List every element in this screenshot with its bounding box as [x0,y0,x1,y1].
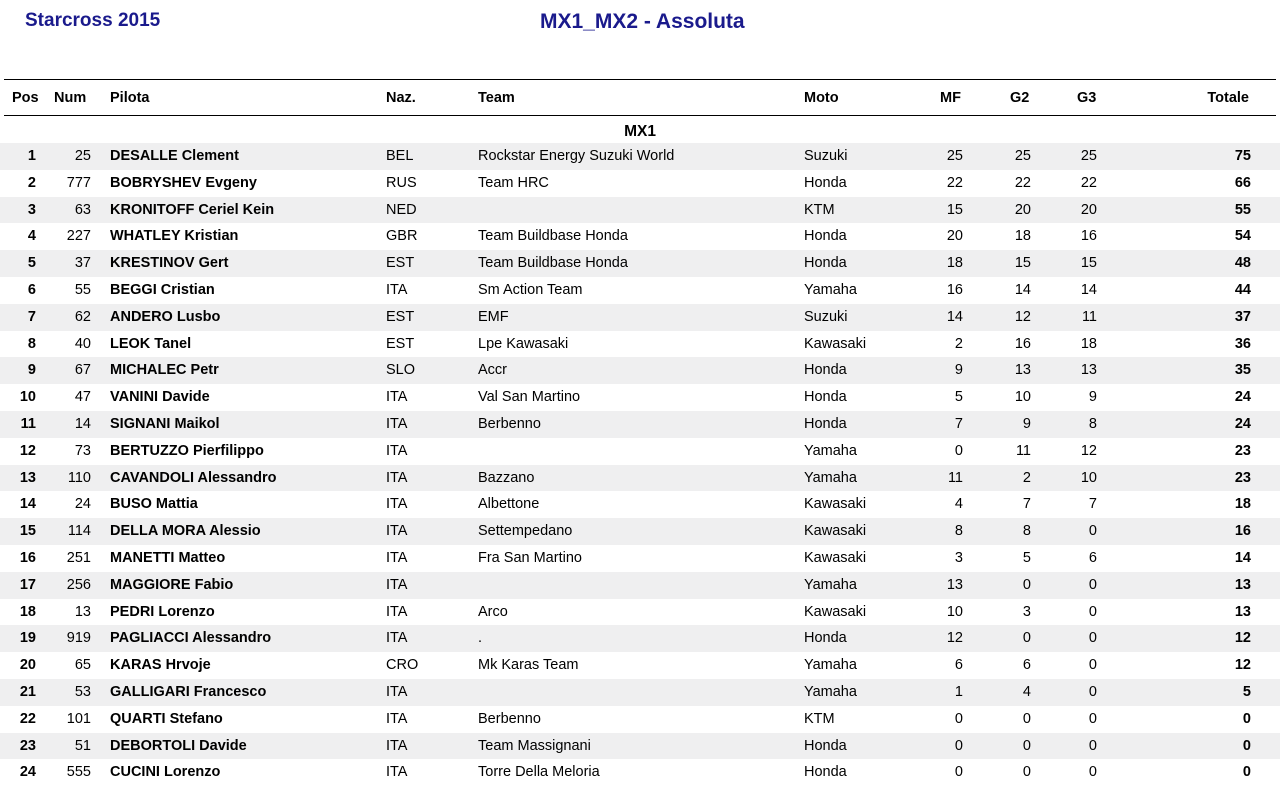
cell-moto: Honda [804,764,847,781]
cell-pos: 18 [19,603,36,620]
cell-mf: 18 [946,255,963,272]
header-pos: Pos [12,90,39,106]
header-totale: Totale [1207,90,1249,106]
cell-g2: 7 [1022,496,1031,513]
cell-team: Mk Karas Team [478,657,579,674]
table-row [0,438,1280,465]
cell-mf: 16 [946,281,963,298]
cell-totale: 14 [1234,549,1251,566]
cell-pos: 8 [27,335,36,352]
cell-g3: 8 [1088,415,1097,432]
cell-pilota: BERTUZZO Pierfilippo [110,442,264,459]
cell-num: 555 [66,764,91,781]
cell-naz: ITA [386,630,408,647]
cell-naz: ITA [386,737,408,754]
cell-mf: 20 [946,228,963,245]
cell-g3: 13 [1080,362,1097,379]
cell-team: Team Massignani [478,737,591,754]
cell-pilota: MAGGIORE Fabio [110,576,234,593]
cell-moto: Suzuki [804,148,848,164]
cell-num: 227 [66,228,91,245]
cell-pilota: KRESTINOV Gert [110,255,229,272]
table-row [0,250,1280,277]
cell-num: 101 [66,710,91,727]
cell-moto: Kawasaki [804,335,867,352]
cell-team: Accr [478,362,507,379]
cell-num: 24 [74,496,91,513]
cell-pos: 7 [27,308,36,325]
cell-mf: 6 [954,657,963,674]
cell-pos: 21 [19,683,36,700]
cell-team: Settempedano [478,523,573,540]
cell-g3: 0 [1088,657,1097,674]
cell-pilota: MICHALEC Petr [110,362,219,379]
cell-pos: 16 [19,549,36,566]
cell-num: 67 [74,362,91,379]
cell-naz: CRO [386,657,419,674]
cell-pos: 13 [19,469,36,486]
cell-g2: 20 [1014,201,1031,218]
cell-g3: 0 [1088,523,1097,540]
cell-pilota: DESALLE Clement [110,148,239,164]
cell-naz: ITA [386,603,408,620]
cell-g2: 10 [1014,389,1031,406]
cell-naz: BEL [386,148,414,164]
cell-mf: 1 [954,683,963,700]
cell-totale: 18 [1234,496,1251,513]
table-row [0,143,1280,170]
cell-num: 251 [66,549,91,566]
cell-moto: Yamaha [804,469,857,486]
cell-g2: 25 [1014,148,1031,164]
cell-totale: 23 [1234,442,1251,459]
cell-pilota: QUARTI Stefano [110,710,223,727]
table-row [0,357,1280,384]
cell-naz: GBR [386,228,418,245]
cell-pilota: ANDERO Lusbo [110,308,221,325]
cell-moto: Kawasaki [804,496,867,513]
cell-mf: 8 [954,523,963,540]
cell-team: Team HRC [478,174,549,191]
cell-naz: ITA [386,496,408,513]
cell-totale: 16 [1234,523,1251,540]
cell-num: 777 [66,174,91,191]
cell-g2: 3 [1022,603,1031,620]
cell-g3: 0 [1088,710,1097,727]
cell-pos: 4 [27,228,36,245]
cell-team: . [478,630,483,647]
cell-pilota: KARAS Hrvoje [110,657,211,674]
cell-naz: ITA [386,764,408,781]
cell-pilota: GALLIGARI Francesco [110,683,267,700]
cell-pilota: DELLA MORA Alessio [110,523,261,540]
header-team: Team [478,90,515,106]
cell-pos: 14 [19,496,36,513]
table-row [0,465,1280,492]
cell-g2: 0 [1022,630,1031,647]
table-row [0,759,1280,786]
cell-mf: 25 [946,148,963,164]
cell-naz: ITA [386,442,408,459]
header-mf: MF [940,90,961,106]
cell-mf: 0 [954,764,963,781]
cell-naz: EST [386,308,415,325]
table-row [0,277,1280,304]
header-g3: G3 [1077,90,1097,106]
header-moto: Moto [804,90,839,106]
cell-g2: 5 [1022,549,1031,566]
cell-team: Arco [478,603,508,620]
cell-pos: 12 [19,442,36,459]
table-row [0,706,1280,733]
cell-team: Torre Della Meloria [478,764,600,781]
cell-g2: 16 [1014,335,1031,352]
section-title: MX1 [624,123,656,140]
cell-g3: 0 [1088,603,1097,620]
cell-num: 65 [74,657,91,674]
cell-num: 37 [74,255,91,272]
cell-mf: 10 [946,603,963,620]
cell-pos: 9 [27,362,36,379]
cell-mf: 15 [946,201,963,218]
cell-naz: NED [386,201,417,218]
cell-g2: 2 [1022,469,1031,486]
cell-moto: Suzuki [804,308,848,325]
cell-num: 919 [66,630,91,647]
cell-naz: RUS [386,174,417,191]
cell-moto: Honda [804,255,847,272]
cell-g2: 4 [1022,683,1031,700]
cell-num: 62 [74,308,91,325]
table-row [0,411,1280,438]
cell-totale: 12 [1234,630,1251,647]
cell-totale: 35 [1234,362,1251,379]
table-row [0,545,1280,572]
table-top-rule [4,79,1276,80]
cell-pilota: CAVANDOLI Alessandro [110,469,277,486]
cell-pilota: BUSO Mattia [110,496,198,513]
cell-g3: 20 [1080,201,1097,218]
cell-pos: 5 [27,255,36,272]
cell-pilota: WHATLEY Kristian [110,228,239,245]
cell-pos: 15 [19,523,36,540]
cell-num: 55 [74,281,91,298]
cell-team: Bazzano [478,469,535,486]
cell-num: 114 [67,523,91,540]
cell-num: 13 [74,603,91,620]
cell-pos: 20 [19,657,36,674]
cell-naz: EST [386,255,415,272]
cell-team: EMF [478,308,509,325]
cell-mf: 11 [947,469,963,486]
cell-moto: Honda [804,362,847,379]
cell-naz: EST [386,335,415,352]
table-row [0,679,1280,706]
cell-mf: 2 [954,335,963,352]
cell-g2: 0 [1022,737,1031,754]
cell-team: Lpe Kawasaki [478,335,569,352]
class-title: MX1_MX2 - Assoluta [540,10,745,33]
cell-g2: 6 [1022,657,1031,674]
cell-team: Rockstar Energy Suzuki World [478,148,675,164]
cell-mf: 7 [954,415,963,432]
cell-pos: 2 [27,174,36,191]
cell-pos: 6 [27,281,36,298]
cell-pilota: KRONITOFF Ceriel Kein [110,201,275,218]
cell-g3: 7 [1088,496,1097,513]
cell-moto: Honda [804,389,847,406]
cell-naz: ITA [386,576,408,593]
cell-g3: 15 [1080,255,1097,272]
cell-totale: 13 [1234,603,1251,620]
table-row [0,304,1280,331]
cell-team: Sm Action Team [478,281,583,298]
cell-g2: 0 [1022,576,1031,593]
cell-g3: 6 [1088,549,1097,566]
cell-g3: 0 [1088,764,1097,781]
cell-mf: 0 [954,710,963,727]
cell-pilota: PAGLIACCI Alessandro [110,630,272,647]
cell-team: Val San Martino [478,389,581,406]
cell-g3: 0 [1088,576,1097,593]
header-pilota: Pilota [110,90,150,106]
cell-g2: 8 [1022,523,1031,540]
cell-totale: 37 [1234,308,1251,325]
cell-moto: Honda [804,228,847,245]
cell-naz: SLO [386,362,416,379]
cell-g3: 0 [1088,630,1097,647]
cell-moto: Honda [804,737,847,754]
cell-g2: 12 [1014,308,1031,325]
cell-g2: 14 [1014,281,1031,298]
cell-g3: 12 [1080,442,1097,459]
cell-moto: Honda [804,630,847,647]
cell-naz: ITA [386,523,408,540]
cell-pilota: SIGNANI Maikol [110,415,220,432]
cell-num: 14 [74,415,91,432]
cell-pos: 17 [19,576,36,593]
cell-moto: KTM [804,710,835,727]
cell-team: Berbenno [478,710,541,727]
table-row [0,518,1280,545]
cell-pos: 22 [19,710,36,727]
table-header-rule [4,115,1276,116]
cell-g3: 22 [1080,174,1097,191]
cell-num: 256 [66,576,91,593]
cell-pos: 3 [27,201,36,218]
table-row [0,170,1280,197]
cell-team: Albettone [478,496,540,513]
cell-moto: Yamaha [804,442,857,459]
cell-totale: 44 [1234,281,1251,298]
cell-team: Team Buildbase Honda [478,255,628,272]
cell-pilota: MANETTI Matteo [110,549,226,566]
cell-pos: 11 [20,415,36,432]
cell-pilota: CUCINI Lorenzo [110,764,221,781]
cell-num: 40 [74,335,91,352]
cell-totale: 12 [1234,657,1251,674]
cell-pilota: BOBRYSHEV Evgeny [110,174,257,191]
cell-mf: 14 [946,308,963,325]
table-row [0,197,1280,224]
cell-num: 47 [74,389,91,406]
cell-totale: 54 [1234,228,1251,245]
cell-mf: 12 [946,630,963,647]
cell-team: Team Buildbase Honda [478,228,628,245]
cell-moto: Yamaha [804,281,857,298]
header-num: Num [54,90,87,106]
cell-g3: 10 [1080,469,1097,486]
cell-num: 25 [74,148,91,164]
cell-g2: 22 [1014,174,1031,191]
cell-num: 51 [74,737,91,754]
cell-g3: 16 [1080,228,1097,245]
cell-pilota: DEBORTOLI Davide [110,737,247,754]
cell-mf: 3 [954,549,963,566]
cell-pos: 19 [19,630,36,647]
results-table-body [0,143,1280,786]
cell-moto: KTM [804,201,835,218]
cell-totale: 23 [1234,469,1251,486]
cell-naz: ITA [386,469,408,486]
cell-pos: 10 [19,389,36,406]
cell-g2: 0 [1022,710,1031,727]
cell-totale: 66 [1234,174,1251,191]
cell-totale: 0 [1242,710,1251,727]
cell-totale: 75 [1234,148,1251,164]
cell-mf: 22 [946,174,963,191]
cell-num: 63 [74,201,91,218]
cell-mf: 9 [954,362,963,379]
cell-mf: 13 [946,576,963,593]
cell-pilota: BEGGI Cristian [110,281,215,298]
table-row [0,572,1280,599]
cell-g3: 9 [1088,389,1097,406]
cell-g2: 11 [1015,442,1031,459]
cell-totale: 0 [1242,764,1251,781]
cell-moto: Yamaha [804,683,857,700]
cell-num: 53 [74,683,91,700]
cell-mf: 5 [954,389,963,406]
cell-pilota: VANINI Davide [110,389,210,406]
cell-naz: ITA [386,710,408,727]
cell-team: Fra San Martino [478,549,582,566]
cell-naz: ITA [386,281,408,298]
cell-g3: 25 [1080,148,1097,164]
table-header [0,88,1280,108]
cell-moto: Yamaha [804,576,857,593]
cell-totale: 24 [1234,389,1251,406]
cell-g3: 11 [1081,308,1097,325]
cell-g3: 0 [1088,683,1097,700]
cell-totale: 0 [1242,737,1251,754]
table-row [0,599,1280,626]
cell-team: Berbenno [478,415,541,432]
cell-mf: 0 [954,442,963,459]
cell-pilota: PEDRI Lorenzo [110,603,215,620]
table-row [0,223,1280,250]
cell-pos: 24 [19,764,36,781]
cell-moto: Yamaha [804,657,857,674]
cell-mf: 4 [954,496,963,513]
cell-g2: 0 [1022,764,1031,781]
cell-moto: Honda [804,415,847,432]
cell-g3: 18 [1080,335,1097,352]
cell-totale: 48 [1234,255,1251,272]
cell-naz: ITA [386,549,408,566]
cell-mf: 0 [954,737,963,754]
cell-g2: 18 [1014,228,1031,245]
cell-pos: 1 [27,148,36,164]
cell-totale: 24 [1234,415,1251,432]
table-row [0,331,1280,358]
cell-naz: ITA [386,389,408,406]
header-naz: Naz. [386,90,416,106]
cell-g2: 15 [1014,255,1031,272]
cell-moto: Honda [804,174,847,191]
cell-totale: 36 [1234,335,1251,352]
cell-pilota: LEOK Tanel [110,335,192,352]
cell-naz: ITA [386,683,408,700]
cell-g2: 9 [1022,415,1031,432]
cell-g3: 0 [1088,737,1097,754]
header-g2: G2 [1010,90,1030,106]
table-row [0,652,1280,679]
table-row [0,625,1280,652]
table-row [0,491,1280,518]
cell-pos: 23 [19,737,36,754]
event-title: Starcross 2015 [25,10,161,31]
cell-totale: 13 [1234,576,1251,593]
cell-moto: Kawasaki [804,549,867,566]
cell-moto: Kawasaki [804,523,867,540]
table-row [0,384,1280,411]
cell-totale: 5 [1242,683,1251,700]
cell-g2: 13 [1014,362,1031,379]
cell-num: 73 [74,442,91,459]
cell-totale: 55 [1234,201,1251,218]
cell-naz: ITA [386,415,408,432]
cell-num: 110 [67,469,91,486]
cell-moto: Kawasaki [804,603,867,620]
cell-g3: 14 [1080,281,1097,298]
table-row [0,733,1280,760]
